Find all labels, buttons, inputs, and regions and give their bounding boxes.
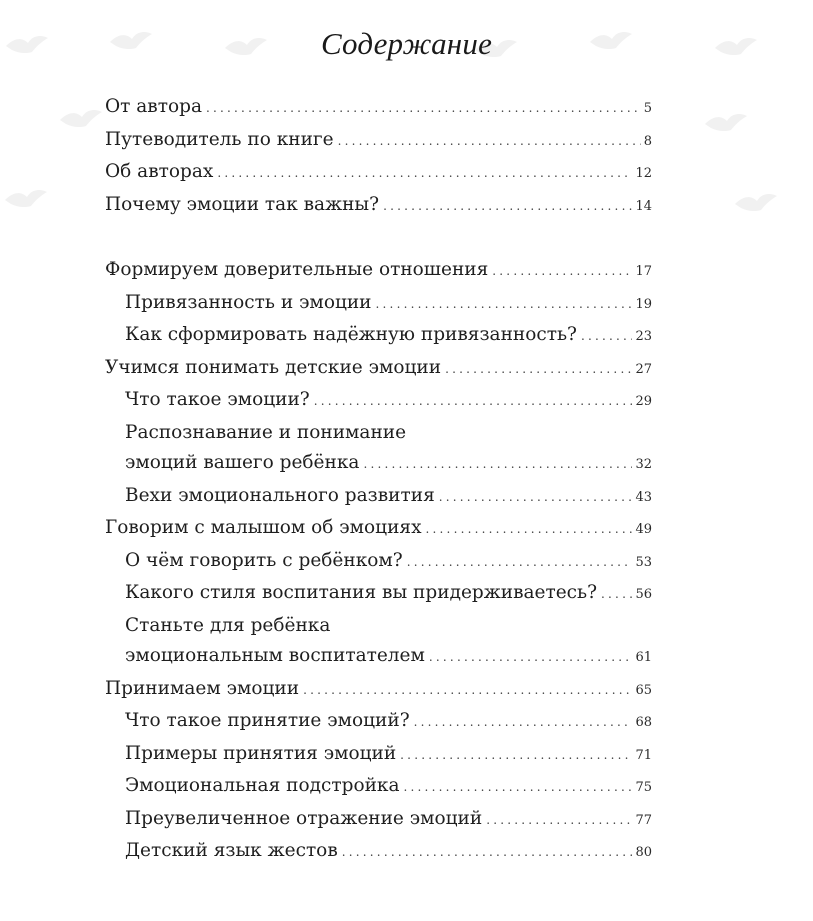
dot-leader <box>426 514 633 545</box>
toc-entry-title: Принимаем эмоции <box>105 677 300 699</box>
dot-leader <box>400 740 632 771</box>
dot-leader <box>206 93 641 124</box>
toc-entry-title: Говорим с малышом об эмоциях <box>105 517 422 538</box>
toc-entry <box>105 739 652 772</box>
toc-entry-title: Вехи эмоционального развития <box>125 484 435 506</box>
toc-entry <box>105 157 652 190</box>
toc-entry-page: 23 <box>635 329 652 344</box>
toc-entry <box>105 546 652 579</box>
toc-entry-title: Формируем доверительные отношения <box>105 259 489 280</box>
dot-leader <box>404 772 633 803</box>
dot-leader <box>492 256 632 287</box>
toc-entry-page: 71 <box>635 747 652 763</box>
toc-entry-page: 43 <box>635 489 652 505</box>
dot-leader <box>486 805 632 836</box>
toc-entry <box>105 385 652 418</box>
toc-entry-page: 75 <box>635 780 652 795</box>
toc-entry-title: Какого стиля воспитания вы придерживаетесь? <box>125 582 598 603</box>
toc-entry-title: Учимся понимать детские эмоции <box>105 356 442 378</box>
toc-entry-title: Привязанность и эмоции <box>125 291 372 313</box>
dot-leader <box>581 321 632 352</box>
toc-entry-page: 49 <box>635 522 652 537</box>
dot-leader <box>363 449 632 480</box>
toc-entry <box>105 578 652 611</box>
dot-leader <box>342 837 633 868</box>
toc-entry-title: Эмоциональная подстройка <box>125 775 400 796</box>
toc-entry <box>105 353 652 386</box>
toc-entry-page: 77 <box>635 812 652 828</box>
toc-entry-page: 5 <box>643 101 652 116</box>
dot-leader <box>445 354 632 385</box>
toc-entry <box>105 706 652 739</box>
toc-entry-title: От автора <box>105 96 202 117</box>
dove-icon <box>60 110 102 127</box>
dot-leader <box>429 642 633 673</box>
toc-entry <box>105 611 652 642</box>
toc-entry-page: 8 <box>643 133 652 149</box>
toc-entry-page: 53 <box>635 554 652 570</box>
toc-entry-title: Об авторах <box>105 161 214 182</box>
toc-entry-page: 19 <box>635 296 652 312</box>
page-title: Содержание <box>320 26 493 61</box>
toc-entry <box>105 641 652 674</box>
dot-leader <box>338 126 641 157</box>
toc-entry <box>105 320 652 353</box>
toc-entry-title: эмоций вашего ребёнка <box>125 452 360 473</box>
toc-entry <box>105 771 652 804</box>
toc-entry-page: 29 <box>635 394 652 409</box>
toc-entry <box>105 804 652 837</box>
toc-entry-title: Преувеличенное отражение эмоций <box>125 807 483 829</box>
toc-entry-page: 68 <box>635 715 652 730</box>
dot-leader <box>376 289 633 320</box>
toc-entry-page: 12 <box>635 166 652 181</box>
toc-entry-title: О чём говорить с ребёнком? <box>125 549 403 571</box>
toc-entry <box>105 92 652 125</box>
toc-entry-page: 17 <box>635 264 652 279</box>
toc-entry <box>105 255 652 288</box>
toc-entry <box>105 288 652 321</box>
toc-entry <box>105 674 652 707</box>
toc-entry <box>105 481 652 514</box>
table-of-contents <box>105 92 652 869</box>
toc-entry-page: 27 <box>635 361 652 377</box>
toc-entry-title: Распознавание и понимание <box>125 421 407 443</box>
toc-entry-title: эмоциональным воспитателем <box>125 645 425 666</box>
toc-entry <box>105 190 652 223</box>
toc-entry-title: Почему эмоции так важны? <box>105 193 380 215</box>
toc-entry-page: 65 <box>635 682 652 698</box>
dove-icon <box>735 194 777 211</box>
toc-entry-page: 56 <box>635 587 652 602</box>
dot-leader <box>414 707 633 738</box>
toc-entry-page: 14 <box>635 198 652 214</box>
toc-entry-title: Что такое принятие эмоций? <box>125 710 410 731</box>
toc-entry-title: Станьте для ребёнка <box>125 614 331 636</box>
toc-entry-page: 80 <box>635 845 652 860</box>
toc-entry <box>105 836 652 869</box>
toc-entry <box>105 418 652 449</box>
dove-icon <box>705 114 747 131</box>
toc-entry-page: 61 <box>635 650 652 665</box>
toc-entry <box>105 513 652 546</box>
dot-leader <box>439 482 633 513</box>
toc-entry-title: Что такое эмоции? <box>125 389 310 410</box>
dot-leader <box>601 579 632 610</box>
toc-entry-title: Как сформировать надёжную привязанность? <box>125 324 577 345</box>
dot-leader <box>303 675 632 706</box>
toc-entry-title: Путеводитель по книге <box>105 128 334 150</box>
dot-leader <box>407 547 633 578</box>
toc-entry-title: Примеры принятия эмоций <box>125 742 397 764</box>
dot-leader <box>314 386 633 417</box>
toc-entry-title: Детский язык жестов <box>125 840 338 861</box>
toc-entry <box>105 448 652 481</box>
toc-entry <box>105 125 652 158</box>
dot-leader <box>383 191 632 222</box>
dot-leader <box>217 158 632 189</box>
dove-icon <box>5 190 47 207</box>
toc-entry-page: 32 <box>635 457 652 472</box>
